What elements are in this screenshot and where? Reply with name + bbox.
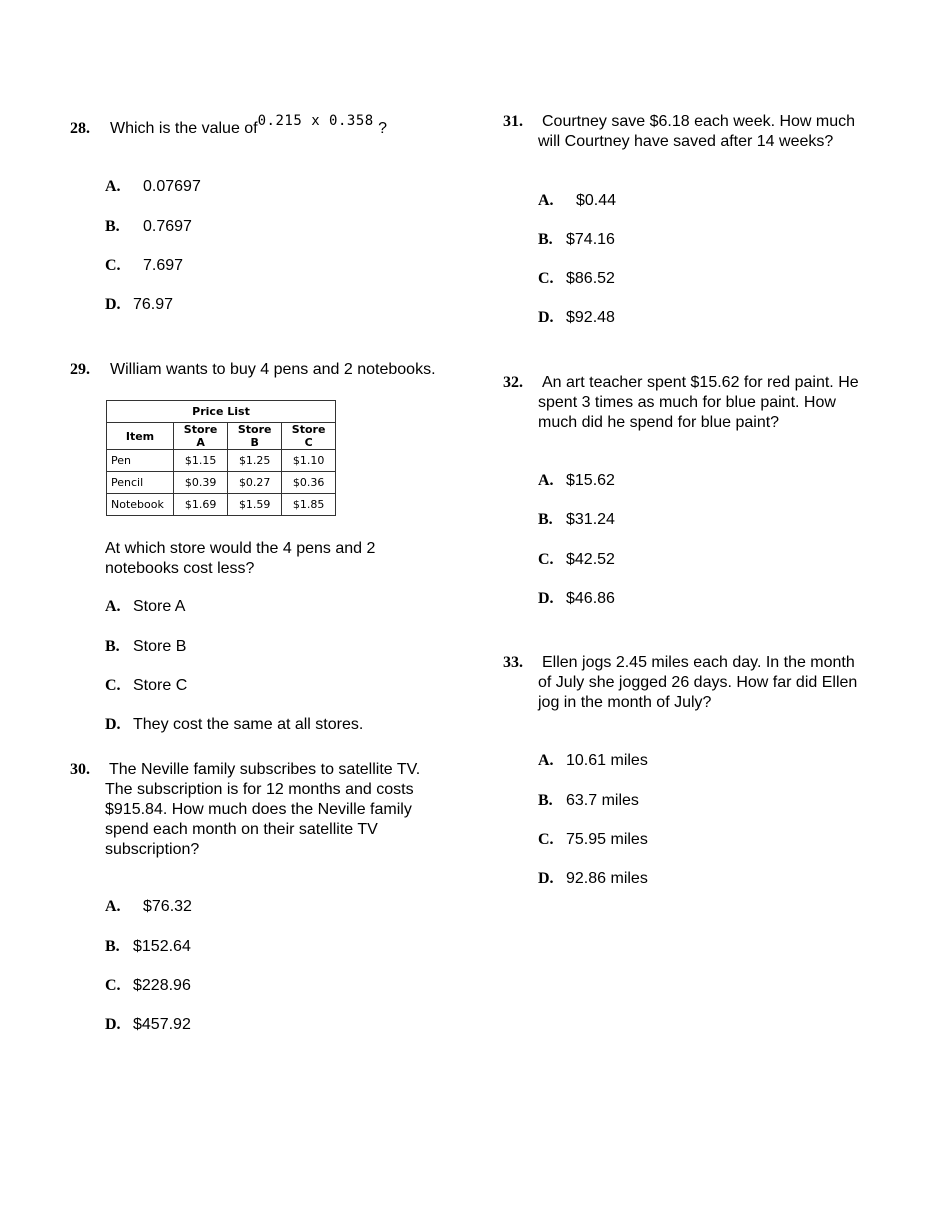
answer-option[interactable]	[105, 256, 183, 276]
option-value: Store B	[133, 638, 187, 655]
answer-option[interactable]	[538, 230, 615, 250]
option-value: $76.32	[143, 898, 192, 915]
question-29-followup	[105, 539, 445, 579]
table-cell: $0.39	[174, 472, 228, 494]
answer-option[interactable]	[538, 308, 615, 328]
question-text-after: ?	[378, 120, 388, 137]
option-letter: C.	[105, 677, 121, 694]
question-line: spend each month on their satellite TV	[105, 821, 378, 838]
question-line: of July she jogged 26 days. How far did Ellen	[538, 674, 858, 691]
option-value: $92.48	[566, 309, 615, 326]
question-text: William wants to buy 4 pens and 2 notebooks.	[110, 361, 436, 378]
option-value: 7.697	[143, 257, 184, 274]
answer-option[interactable]	[105, 597, 185, 617]
answer-option[interactable]	[538, 791, 639, 811]
answer-option[interactable]	[105, 177, 201, 197]
option-value: Store C	[133, 677, 188, 694]
table-row	[107, 494, 336, 516]
option-letter: C.	[538, 551, 554, 568]
option-value: $15.62	[566, 472, 615, 489]
option-letter: D.	[538, 309, 554, 326]
option-value: $152.64	[133, 938, 191, 955]
table-cell: $1.10	[282, 450, 336, 472]
option-value: 10.61 miles	[566, 752, 648, 769]
question-33	[503, 653, 903, 717]
answer-option[interactable]	[105, 897, 192, 917]
question-number: 32.	[503, 374, 523, 391]
table-title-row	[107, 401, 336, 423]
answer-option[interactable]	[538, 869, 648, 889]
option-letter: D.	[105, 1016, 121, 1033]
answer-option[interactable]	[538, 471, 615, 491]
question-line: $915.84. How much does the Neville family	[105, 801, 412, 818]
option-letter: D.	[105, 716, 121, 733]
question-text	[110, 113, 388, 139]
option-letter: A.	[538, 192, 554, 209]
table-cell: Pencil	[107, 472, 174, 494]
answer-option[interactable]	[538, 550, 615, 570]
answer-option[interactable]	[538, 191, 616, 211]
answer-option[interactable]	[538, 751, 648, 771]
option-letter: B.	[538, 792, 553, 809]
question-29	[70, 360, 470, 382]
table-cell: $0.27	[228, 472, 282, 494]
answer-option[interactable]	[538, 510, 615, 530]
table-cell: $1.85	[282, 494, 336, 516]
question-line: Courtney save $6.18 each week. How much	[542, 113, 856, 130]
answer-option[interactable]	[538, 830, 648, 850]
question-line: Ellen jogs 2.45 miles each day. In the month	[542, 654, 855, 671]
option-value: $74.16	[566, 231, 615, 248]
table-row	[107, 472, 336, 494]
option-letter: A.	[105, 178, 121, 195]
option-value: $0.44	[576, 192, 617, 209]
column-header: Item	[107, 423, 174, 450]
option-value: $31.24	[566, 511, 615, 528]
column-header: Store B	[228, 423, 282, 450]
answer-option[interactable]	[105, 937, 191, 957]
answer-option[interactable]	[105, 1015, 191, 1035]
question-number: 33.	[503, 654, 523, 671]
question-number: 29.	[70, 361, 90, 378]
table-cell: Pen	[107, 450, 174, 472]
table-cell: $1.69	[174, 494, 228, 516]
column-header: Store A	[174, 423, 228, 450]
option-letter: D.	[105, 296, 121, 313]
option-value: $46.86	[566, 590, 615, 607]
question-text-before: Which is the value of	[110, 120, 258, 137]
option-letter: C.	[105, 257, 121, 274]
answer-option[interactable]	[538, 269, 615, 289]
question-number: 31.	[503, 113, 523, 130]
option-letter: A.	[105, 898, 121, 915]
question-line: spent 3 times as much for blue paint. How	[538, 394, 836, 411]
answer-option[interactable]	[105, 217, 192, 237]
followup-line: notebooks cost less?	[105, 560, 255, 577]
option-value: $228.96	[133, 977, 191, 994]
question-text	[538, 653, 898, 713]
table-cell: $1.59	[228, 494, 282, 516]
question-line: The subscription is for 12 months and costs	[105, 781, 414, 798]
option-value: 63.7 miles	[566, 792, 639, 809]
question-number: 30.	[70, 761, 90, 778]
math-expression: 0.215 x 0.358	[257, 113, 374, 129]
question-30	[70, 760, 470, 860]
question-line: subscription?	[105, 841, 200, 858]
option-value: 92.86 miles	[566, 870, 648, 887]
option-value: $42.52	[566, 551, 615, 568]
option-letter: C.	[105, 977, 121, 994]
table-row	[107, 450, 336, 472]
followup-line: At which store would the 4 pens and 2	[105, 540, 376, 557]
option-value: They cost the same at all stores.	[133, 716, 364, 733]
option-letter: A.	[105, 598, 121, 615]
answer-option[interactable]	[105, 976, 191, 996]
option-letter: B.	[105, 938, 120, 955]
question-number: 28.	[70, 120, 90, 137]
answer-option[interactable]	[105, 295, 173, 315]
option-letter: D.	[538, 590, 554, 607]
question-line: much did he spend for blue paint?	[538, 414, 780, 431]
option-letter: A.	[538, 472, 554, 489]
option-value: Store A	[133, 598, 186, 615]
price-list-table	[106, 400, 336, 516]
option-value: 75.95 miles	[566, 831, 648, 848]
option-letter: B.	[105, 218, 120, 235]
option-letter: B.	[538, 231, 553, 248]
question-line: An art teacher spent $15.62 for red paint. He	[542, 374, 859, 391]
question-28	[70, 113, 470, 143]
option-letter: B.	[105, 638, 120, 655]
answer-option[interactable]	[538, 589, 615, 609]
column-header: Store C	[282, 423, 336, 450]
table-title: Price List	[107, 401, 336, 423]
table-cell: Notebook	[107, 494, 174, 516]
question-text	[105, 760, 465, 860]
table-header-row	[107, 423, 336, 450]
question-line: The Neville family subscribes to satellite TV.	[109, 761, 421, 778]
question-line: will Courtney have saved after 14 weeks?	[538, 133, 834, 150]
option-letter: C.	[538, 831, 554, 848]
answer-option[interactable]	[105, 715, 363, 735]
option-value: $457.92	[133, 1016, 191, 1033]
option-value: 76.97	[133, 296, 174, 313]
answer-option[interactable]	[105, 676, 187, 696]
question-31	[503, 112, 903, 156]
option-letter: B.	[538, 511, 553, 528]
option-letter: C.	[538, 270, 554, 287]
question-line: jog in the month of July?	[538, 694, 712, 711]
question-text	[538, 373, 898, 433]
question-text	[538, 112, 898, 152]
table-cell: $1.15	[174, 450, 228, 472]
table-cell: $0.36	[282, 472, 336, 494]
option-value: 0.07697	[143, 178, 201, 195]
answer-option[interactable]	[105, 637, 186, 657]
question-32	[503, 373, 903, 437]
option-letter: A.	[538, 752, 554, 769]
option-value: 0.7697	[143, 218, 192, 235]
option-letter: D.	[538, 870, 554, 887]
table-cell: $1.25	[228, 450, 282, 472]
option-value: $86.52	[566, 270, 615, 287]
